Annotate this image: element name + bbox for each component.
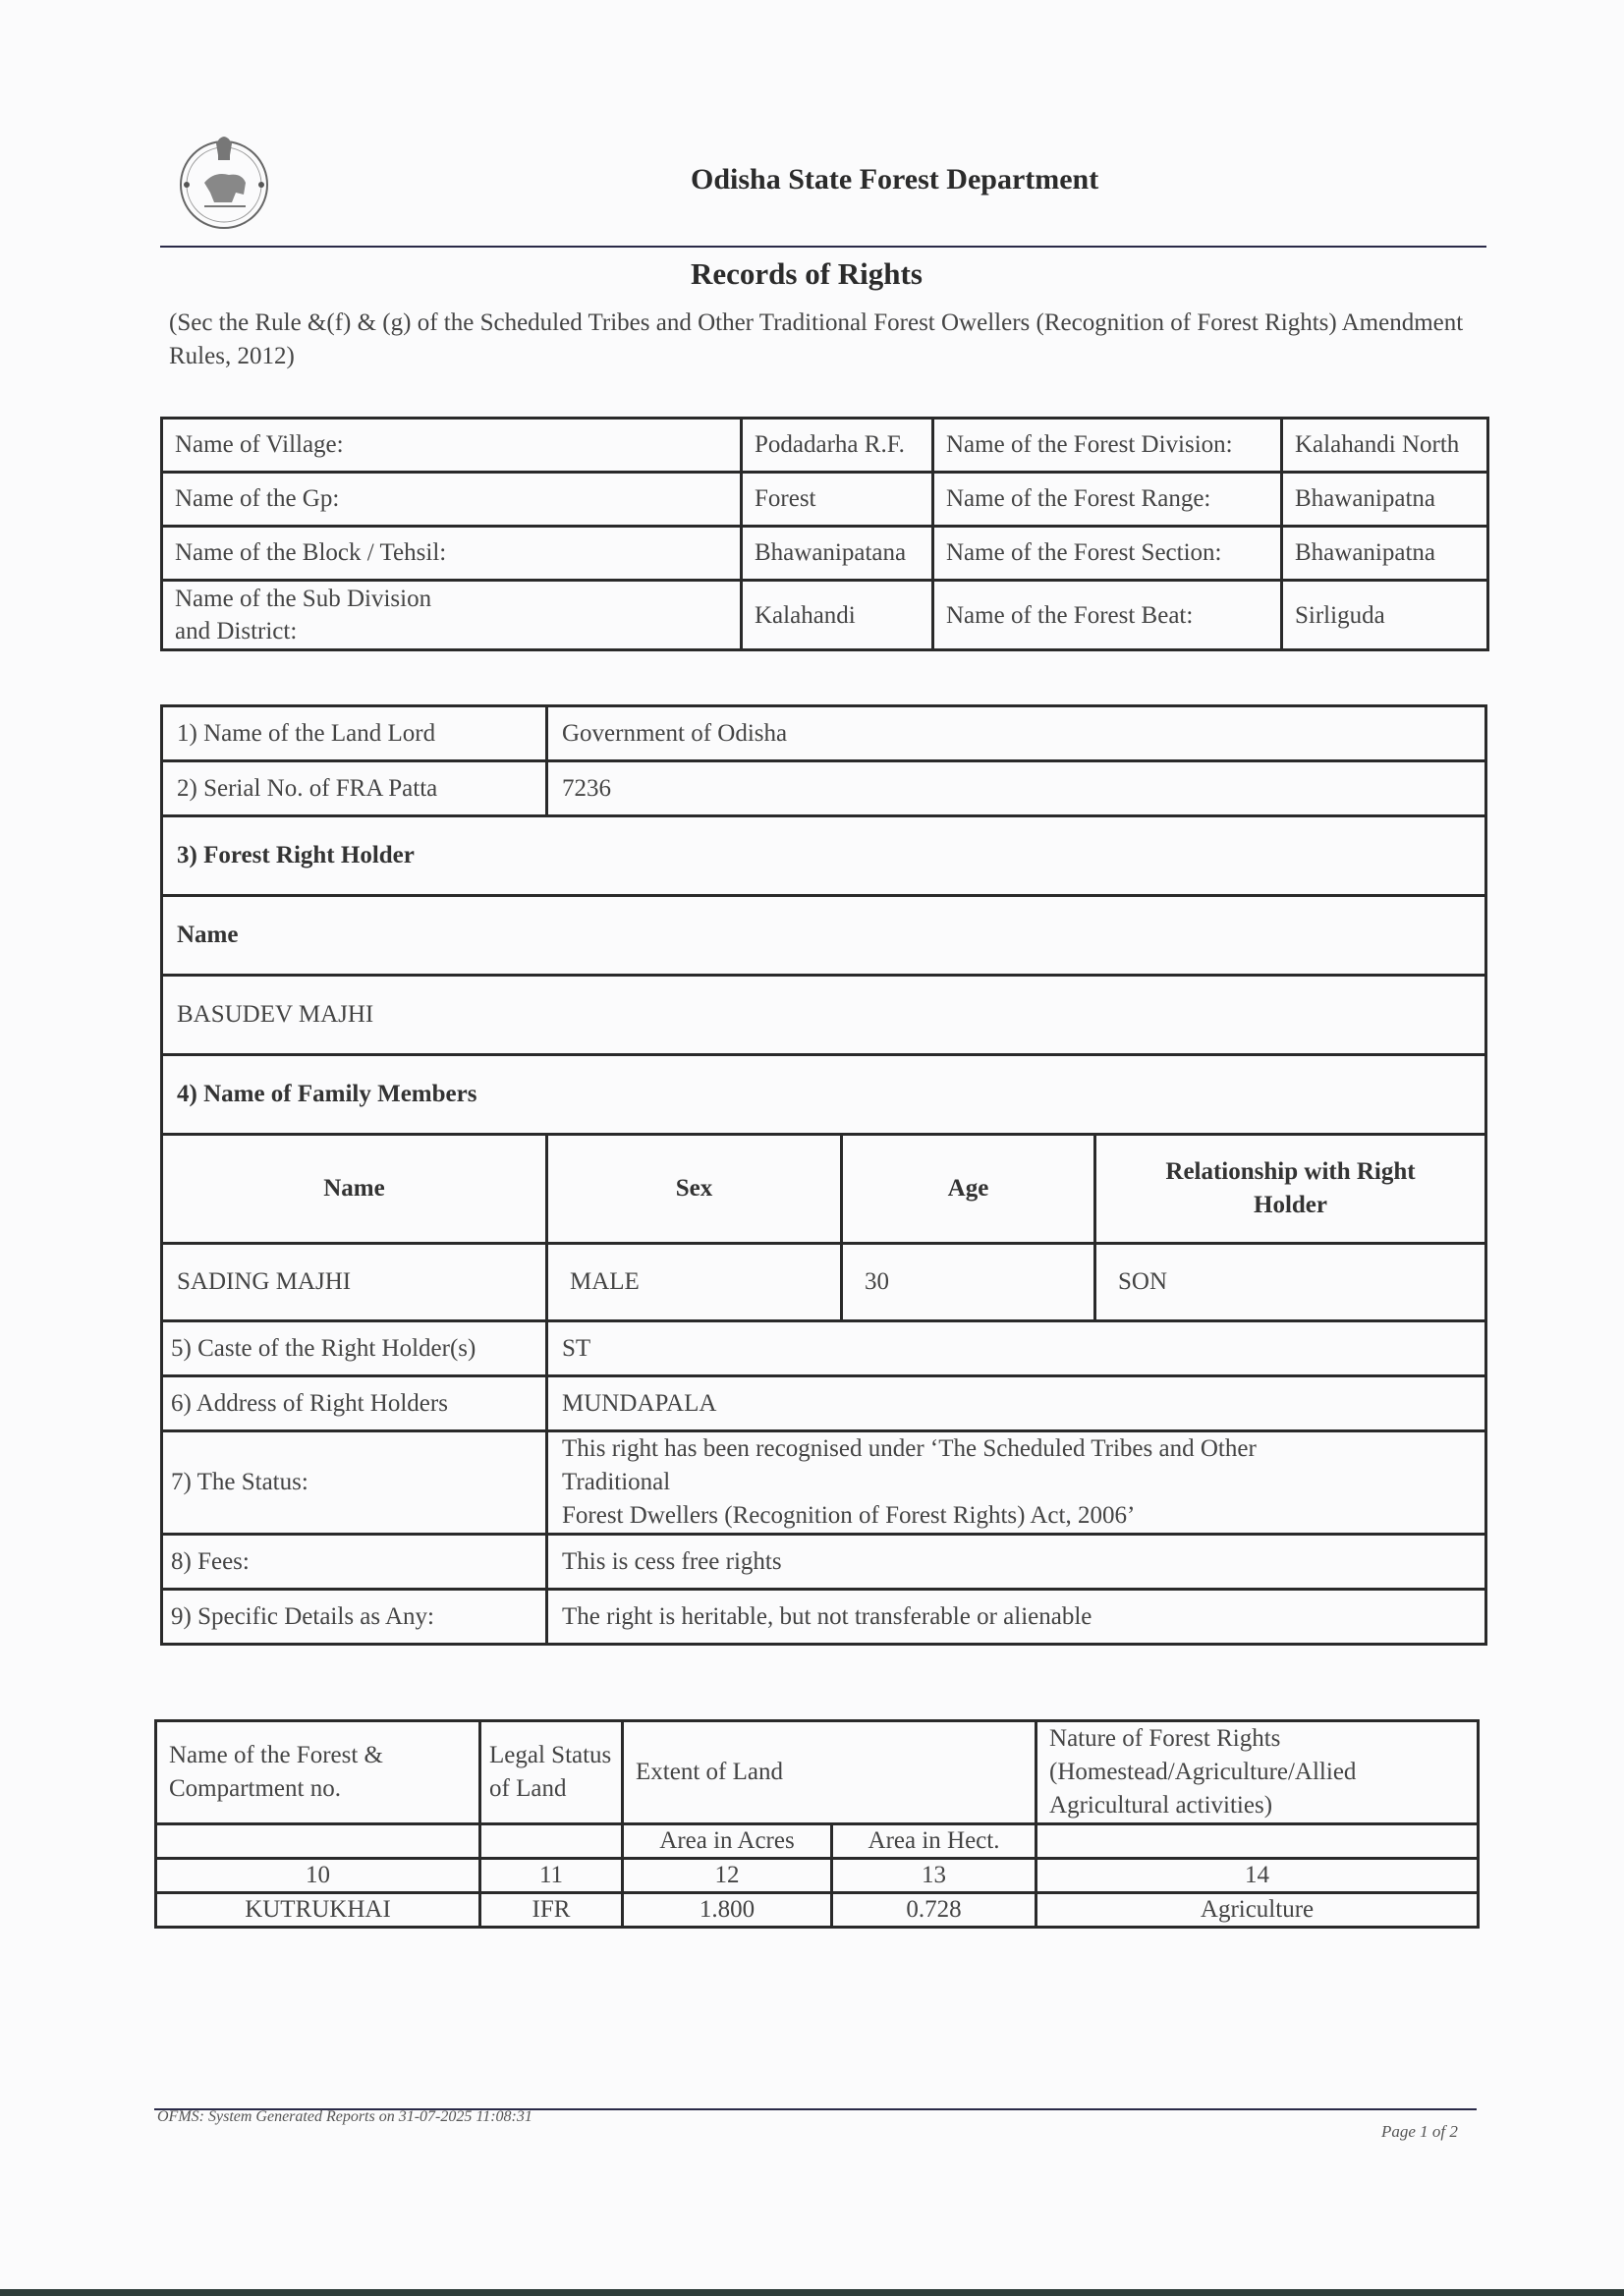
serial-label: 2) Serial No. of FRA Patta [162,761,547,816]
village-label: Name of Village: [162,419,742,473]
fees-value: This is cess free rights [547,1535,1486,1590]
table-row [162,1376,1486,1431]
odisha-emblem-icon [175,124,273,232]
empty-cell [1036,1824,1479,1859]
status-label: 7) The Status: [162,1431,547,1535]
forest-range-label: Name of the Forest Range: [933,473,1282,527]
family-col-age: Age [842,1135,1095,1244]
land-header-row [156,1721,1479,1824]
table-row [162,1590,1486,1645]
area-acres: 1.800 [623,1893,832,1928]
table-row [162,1321,1486,1376]
forest-section-label: Name of the Forest Section: [933,527,1282,581]
forest-section-value: Bhawanipatna [1282,527,1488,581]
holder-heading: 3) Forest Right Holder [162,816,1486,896]
table-row [162,473,1488,527]
status-value [547,1431,1486,1535]
document-subtitle: (Sec the Rule &(f) & (g) of the Scheduled Tribes and Other Traditional Forest Owellers (Recognition of Forest Rights) Amendment Rules, 2012) [169,309,1464,369]
family-member-row [162,1244,1486,1321]
land-data-row [156,1893,1479,1928]
col-number: 13 [832,1859,1036,1893]
block-value: Bhawanipatana [742,527,933,581]
table-row [162,976,1486,1055]
forest-beat-value: Sirliguda [1282,581,1488,650]
col-nature-of-rights: Nature of Forest Rights (Homestead/Agriculture/Allied Agricultural activities) [1036,1721,1479,1824]
land-subheader-row [156,1824,1479,1859]
table-row [162,581,1488,650]
table-row [162,419,1488,473]
forest-name: KUTRUKHAI [156,1893,480,1928]
forest-beat-label: Name of the Forest Beat: [933,581,1282,650]
family-col-relationship: Relationship with Right Holder [1095,1135,1486,1244]
scan-edge [0,2289,1624,2296]
subdivision-value: Kalahandi [742,581,933,650]
table-row [162,1055,1486,1135]
table-row [162,1535,1486,1590]
col-number: 11 [480,1859,623,1893]
holder-name-label: Name [162,896,1486,976]
land-number-row [156,1859,1479,1893]
member-relationship: SON [1095,1244,1486,1321]
address-value: MUNDAPALA [547,1376,1486,1431]
land-lord-value: Government of Odisha [547,706,1486,761]
col-number: 14 [1036,1859,1479,1893]
family-header-row [162,1135,1486,1244]
caste-value: ST [547,1321,1486,1376]
address-label: 6) Address of Right Holders [162,1376,547,1431]
col-area-hect: Area in Hect. [832,1824,1036,1859]
land-lord-label: 1) Name of the Land Lord [162,706,547,761]
member-sex: MALE [547,1244,842,1321]
empty-cell [480,1824,623,1859]
header-divider [160,246,1486,248]
forest-division-value: Kalahandi North [1282,419,1488,473]
gp-value: Forest [742,473,933,527]
legal-status: IFR [480,1893,623,1928]
table-row [162,1431,1486,1535]
record-table [160,704,1487,1646]
nature-of-right: Agriculture [1036,1893,1479,1928]
status-line-3: Forest Dwellers (Recognition of Forest Rights) Act, 2006’ [562,1502,1136,1529]
table-row [162,761,1486,816]
forest-range-value: Bhawanipatna [1282,473,1488,527]
status-line-2: Traditional [562,1469,671,1495]
village-value: Podadarha R.F. [742,419,933,473]
serial-value: 7236 [547,761,1486,816]
forest-division-label: Name of the Forest Division: [933,419,1282,473]
col-legal-status: Legal Status of Land [480,1721,623,1824]
gp-label: Name of the Gp: [162,473,742,527]
col-forest-compartment: Name of the Forest & Compartment no. [156,1721,480,1824]
col-number: 12 [623,1859,832,1893]
area-hect: 0.728 [832,1893,1036,1928]
fees-label: 8) Fees: [162,1535,547,1590]
empty-cell [156,1824,480,1859]
details-value: The right is heritable, but not transferable or alienable [547,1590,1486,1645]
col-area-acres: Area in Acres [623,1824,832,1859]
col-extent-of-land: Extent of Land [623,1721,1036,1824]
member-age: 30 [842,1244,1095,1321]
family-col-name: Name [162,1135,547,1244]
location-table [160,417,1489,651]
land-table [154,1719,1480,1929]
table-row [162,816,1486,896]
family-col-sex: Sex [547,1135,842,1244]
details-label: 9) Specific Details as Any: [162,1590,547,1645]
status-line-1: This right has been recognised under ‘The Scheduled Tribes and Other [562,1435,1257,1462]
department-title: Odisha State Forest Department [691,163,1099,196]
family-heading: 4) Name of Family Members [162,1055,1486,1135]
holder-name-value: BASUDEV MAJHI [162,976,1486,1055]
caste-label: 5) Caste of the Right Holder(s) [162,1321,547,1376]
member-name: SADING MAJHI [162,1244,547,1321]
table-row [162,896,1486,976]
document-title: Records of Rights [691,256,923,291]
block-label: Name of the Block / Tehsil: [162,527,742,581]
generated-timestamp: OFMS: System Generated Reports on 31-07-2025 11:08:31 [157,2108,532,2125]
subdivision-label: Name of the Sub Division and District: [162,581,742,650]
col-number: 10 [156,1859,480,1893]
page-number: Page 1 of 2 [1381,2122,1458,2141]
table-row [162,706,1486,761]
table-row [162,527,1488,581]
